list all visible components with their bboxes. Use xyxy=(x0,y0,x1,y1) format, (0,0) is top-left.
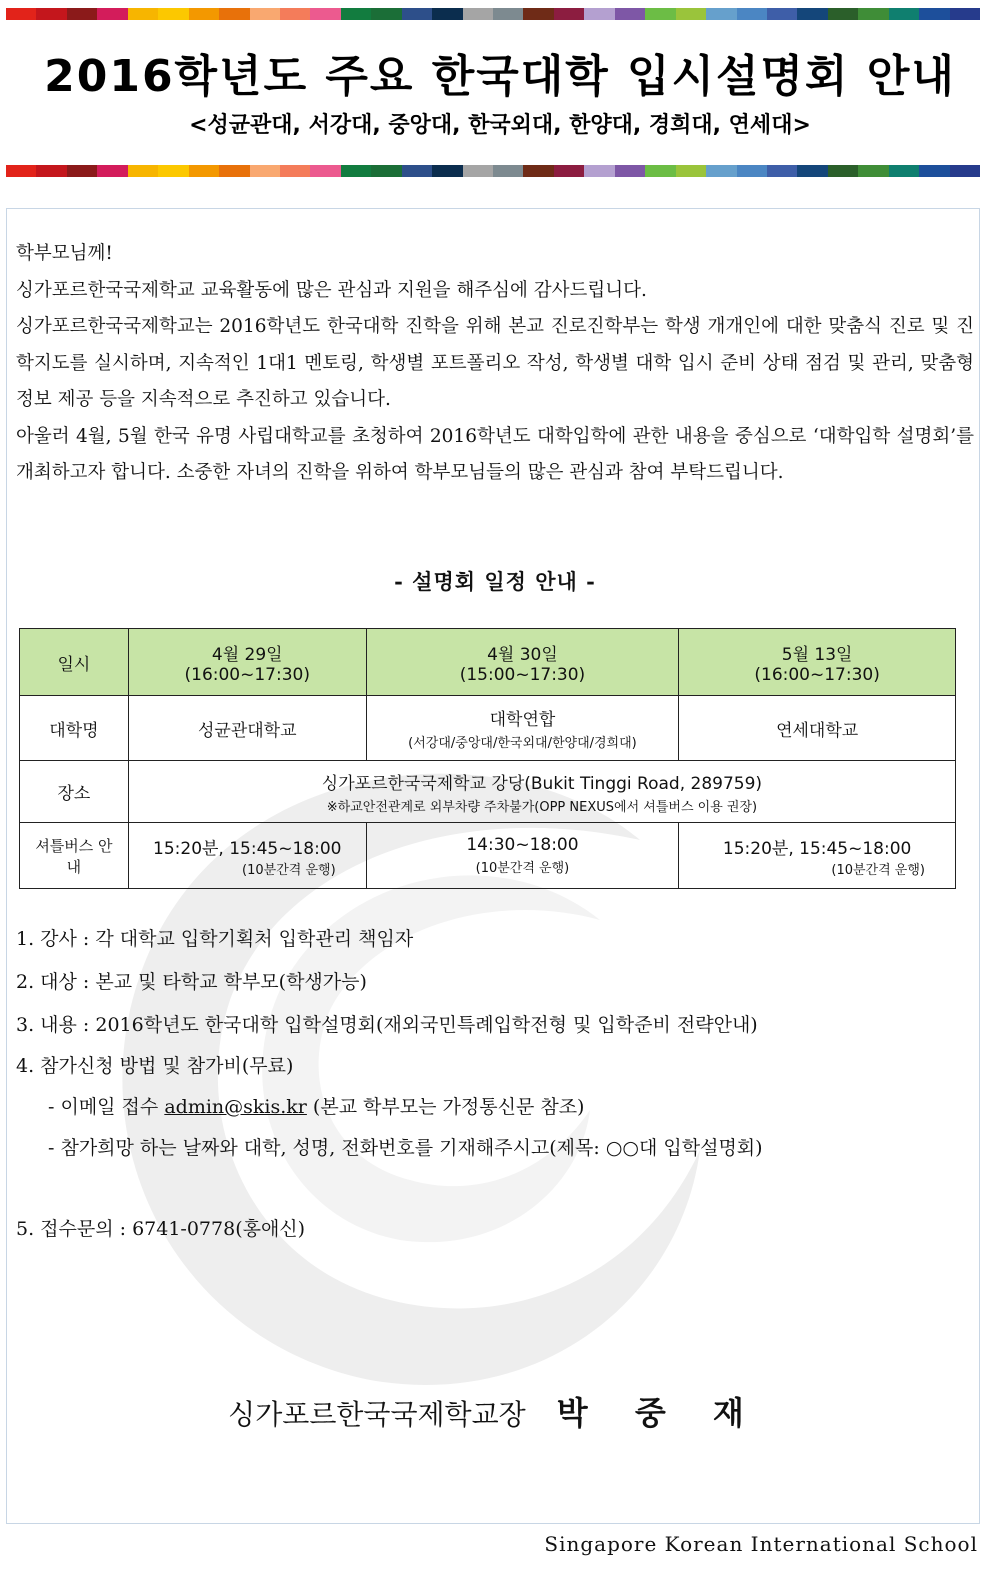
stripe-segment xyxy=(767,8,797,20)
stripe-segment xyxy=(584,8,614,20)
stripe-segment xyxy=(676,165,706,177)
email-prefix: - 이메일 접수 xyxy=(48,1096,159,1118)
stripe-segment xyxy=(250,8,280,20)
shuttle-time: 15:20분, 15:45~18:00 xyxy=(153,838,342,859)
session-2-datetime xyxy=(366,629,679,696)
stripe-segment xyxy=(402,165,432,177)
info-item-instructor: 1. 강사 : 각 대학교 입학기획처 입학관리 책임자 xyxy=(16,928,414,950)
venue-cell xyxy=(128,761,955,823)
stripe-segment xyxy=(402,8,432,20)
stripe-segment xyxy=(310,165,340,177)
session-time: (16:00~17:30) xyxy=(184,664,310,685)
label-university: 대학명 xyxy=(20,696,129,761)
stripe-segment xyxy=(371,165,401,177)
session-date: 5월 13일 xyxy=(781,644,853,665)
stripe-segment xyxy=(6,165,36,177)
stripe-segment xyxy=(493,8,523,20)
stripe-segment xyxy=(219,165,249,177)
info-email-line xyxy=(48,1092,584,1119)
footer-school-name: Singapore Korean International School xyxy=(544,1532,978,1556)
university-detail: (서강대/중앙대/한국외대/한양대/경희대) xyxy=(408,736,637,751)
stripe-segment xyxy=(919,165,949,177)
stripe-segment xyxy=(676,8,706,20)
session-3-shuttle xyxy=(679,823,956,889)
stripe-segment xyxy=(463,8,493,20)
stripe-segment xyxy=(128,165,158,177)
label-datetime: 일시 xyxy=(20,629,129,696)
bottom-color-stripe xyxy=(6,165,980,177)
session-1-university: 성균관대학교 xyxy=(128,696,366,761)
session-3-university: 연세대학교 xyxy=(679,696,956,761)
email-suffix: (본교 학부모는 가정통신문 참조) xyxy=(312,1096,585,1118)
signature-school: 싱가포르한국국제학교장 xyxy=(228,1398,526,1431)
stripe-segment xyxy=(737,165,767,177)
stripe-segment xyxy=(189,8,219,20)
stripe-segment xyxy=(615,165,645,177)
info-apply-note: - 참가희망 하는 날짜와 대학, 성명, 전화번호를 기재해주시고(제목: ○○대 입학설명회) xyxy=(48,1137,763,1159)
label-shuttle: 셔틀버스 안내 xyxy=(20,823,129,889)
shuttle-time: 14:30~18:00 xyxy=(466,835,579,855)
info-item-content: 3. 내용 : 2016학년도 한국대학 입학설명회(재외국민특례입학전형 및 입학준비 전략안내) xyxy=(16,1014,758,1036)
session-time: (16:00~17:30) xyxy=(754,664,880,685)
stripe-segment xyxy=(310,8,340,20)
label-venue: 장소 xyxy=(20,761,129,823)
stripe-segment xyxy=(889,165,919,177)
letter-paragraph-3: 아울러 4월, 5월 한국 유명 사립대학교를 초청하여 2016학년도 대학입학에 관한 내용을 중심으로 ‘대학입학 설명회’를 개최하고자 합니다. 소중한 자녀의 진학을 위하여 학부모님들의 많은 관심과 참여 부탁드립니다. xyxy=(16,425,974,483)
stripe-segment xyxy=(128,8,158,20)
greeting: 학부모님께! xyxy=(16,243,113,264)
stripe-segment xyxy=(797,8,827,20)
stripe-segment xyxy=(97,165,127,177)
stripe-segment xyxy=(280,165,310,177)
info-item-contact: 5. 접수문의 : 6741-0778(홍애신) xyxy=(16,1218,306,1240)
stripe-segment xyxy=(36,165,66,177)
shuttle-note: (10분간격 운행) xyxy=(475,861,570,876)
shuttle-note: (10분간격 운행) xyxy=(831,862,925,878)
stripe-segment xyxy=(189,165,219,177)
page-subtitle: <성균관대, 서강대, 중앙대, 한국외대, 한양대, 경희대, 연세대> xyxy=(189,113,811,138)
stripe-segment xyxy=(97,8,127,20)
session-date: 4월 29일 xyxy=(211,644,283,665)
session-1-shuttle xyxy=(128,823,366,889)
stripe-segment xyxy=(280,8,310,20)
page-title: 2016학년도 주요 한국대학 입시설명회 안내 xyxy=(44,51,956,102)
stripe-segment xyxy=(615,8,645,20)
stripe-segment xyxy=(523,8,553,20)
info-item-audience: 2. 대상 : 본교 및 타학교 학부모(학생가능) xyxy=(16,971,367,993)
info-item-application: 4. 참가신청 방법 및 참가비(무료) xyxy=(16,1055,294,1077)
session-date: 4월 30일 xyxy=(487,644,558,665)
stripe-segment xyxy=(523,165,553,177)
session-2-university xyxy=(366,696,679,761)
session-2-shuttle xyxy=(366,823,679,889)
stripe-segment xyxy=(219,8,249,20)
stripe-segment xyxy=(828,8,858,20)
stripe-segment xyxy=(158,165,188,177)
session-time: (15:00~17:30) xyxy=(459,664,586,685)
table-row xyxy=(20,823,956,889)
shuttle-time: 15:20분, 15:45~18:00 xyxy=(722,838,912,859)
stripe-segment xyxy=(371,8,401,20)
email-link[interactable]: admin@skis.kr xyxy=(164,1096,307,1118)
stripe-segment xyxy=(645,8,675,20)
stripe-segment xyxy=(6,8,36,20)
stripe-segment xyxy=(858,8,888,20)
stripe-segment xyxy=(828,165,858,177)
stripe-segment xyxy=(341,8,371,20)
stripe-segment xyxy=(67,165,97,177)
stripe-segment xyxy=(493,165,523,177)
top-color-stripe xyxy=(6,8,980,20)
venue-text: 싱가포르한국국제학교 강당(Bukit Tinggi Road, 289759) xyxy=(321,773,763,794)
shuttle-note: (10분간격 운행) xyxy=(242,862,336,878)
stripe-segment xyxy=(432,8,462,20)
table-row xyxy=(20,629,956,696)
stripe-segment xyxy=(950,8,980,20)
letter-paragraph-2: 싱가포르한국국제학교는 2016학년도 한국대학 진학을 위해 본교 진로진학부는 학생 개개인에 대한 맞춤식 진로 및 진학지도를 실시하며, 지속적인 1대1 멘토링, 학생별 포트폴리오 작성, 학생별 대학 입시 준비 상태 점검 및 관리, 맞춤형 정보 제공 등을 지속적으로 추진하고 있습니다. xyxy=(16,316,974,410)
schedule-title: - 설명회 일정 안내 - xyxy=(394,569,596,594)
stripe-segment xyxy=(858,165,888,177)
table-row xyxy=(20,696,956,761)
stripe-segment xyxy=(67,8,97,20)
signature-name: 박 중 재 xyxy=(556,1394,762,1432)
stripe-segment xyxy=(432,165,462,177)
letter-body xyxy=(16,236,974,492)
stripe-segment xyxy=(950,165,980,177)
stripe-segment xyxy=(36,8,66,20)
stripe-segment xyxy=(584,165,614,177)
session-1-datetime xyxy=(128,629,366,696)
table-row xyxy=(20,761,956,823)
signature xyxy=(0,1388,990,1434)
stripe-segment xyxy=(554,8,584,20)
stripe-segment xyxy=(706,8,736,20)
venue-note: ※하교안전관계로 외부차량 주차불가(OPP NEXUS에서 셔틀버스 이용 권장) xyxy=(326,799,758,815)
stripe-segment xyxy=(250,165,280,177)
stripe-segment xyxy=(341,165,371,177)
stripe-segment xyxy=(463,165,493,177)
stripe-segment xyxy=(797,165,827,177)
stripe-segment xyxy=(889,8,919,20)
university-name: 대학연합 xyxy=(489,710,556,730)
stripe-segment xyxy=(919,8,949,20)
stripe-segment xyxy=(706,165,736,177)
stripe-segment xyxy=(767,165,797,177)
session-3-datetime xyxy=(679,629,956,696)
stripe-segment xyxy=(158,8,188,20)
stripe-segment xyxy=(554,165,584,177)
schedule-table xyxy=(19,628,956,889)
stripe-segment xyxy=(737,8,767,20)
stripe-segment xyxy=(645,165,675,177)
letter-paragraph-1: 싱가포르한국국제학교 교육활동에 많은 관심과 지원을 해주심에 감사드립니다. xyxy=(16,279,647,301)
